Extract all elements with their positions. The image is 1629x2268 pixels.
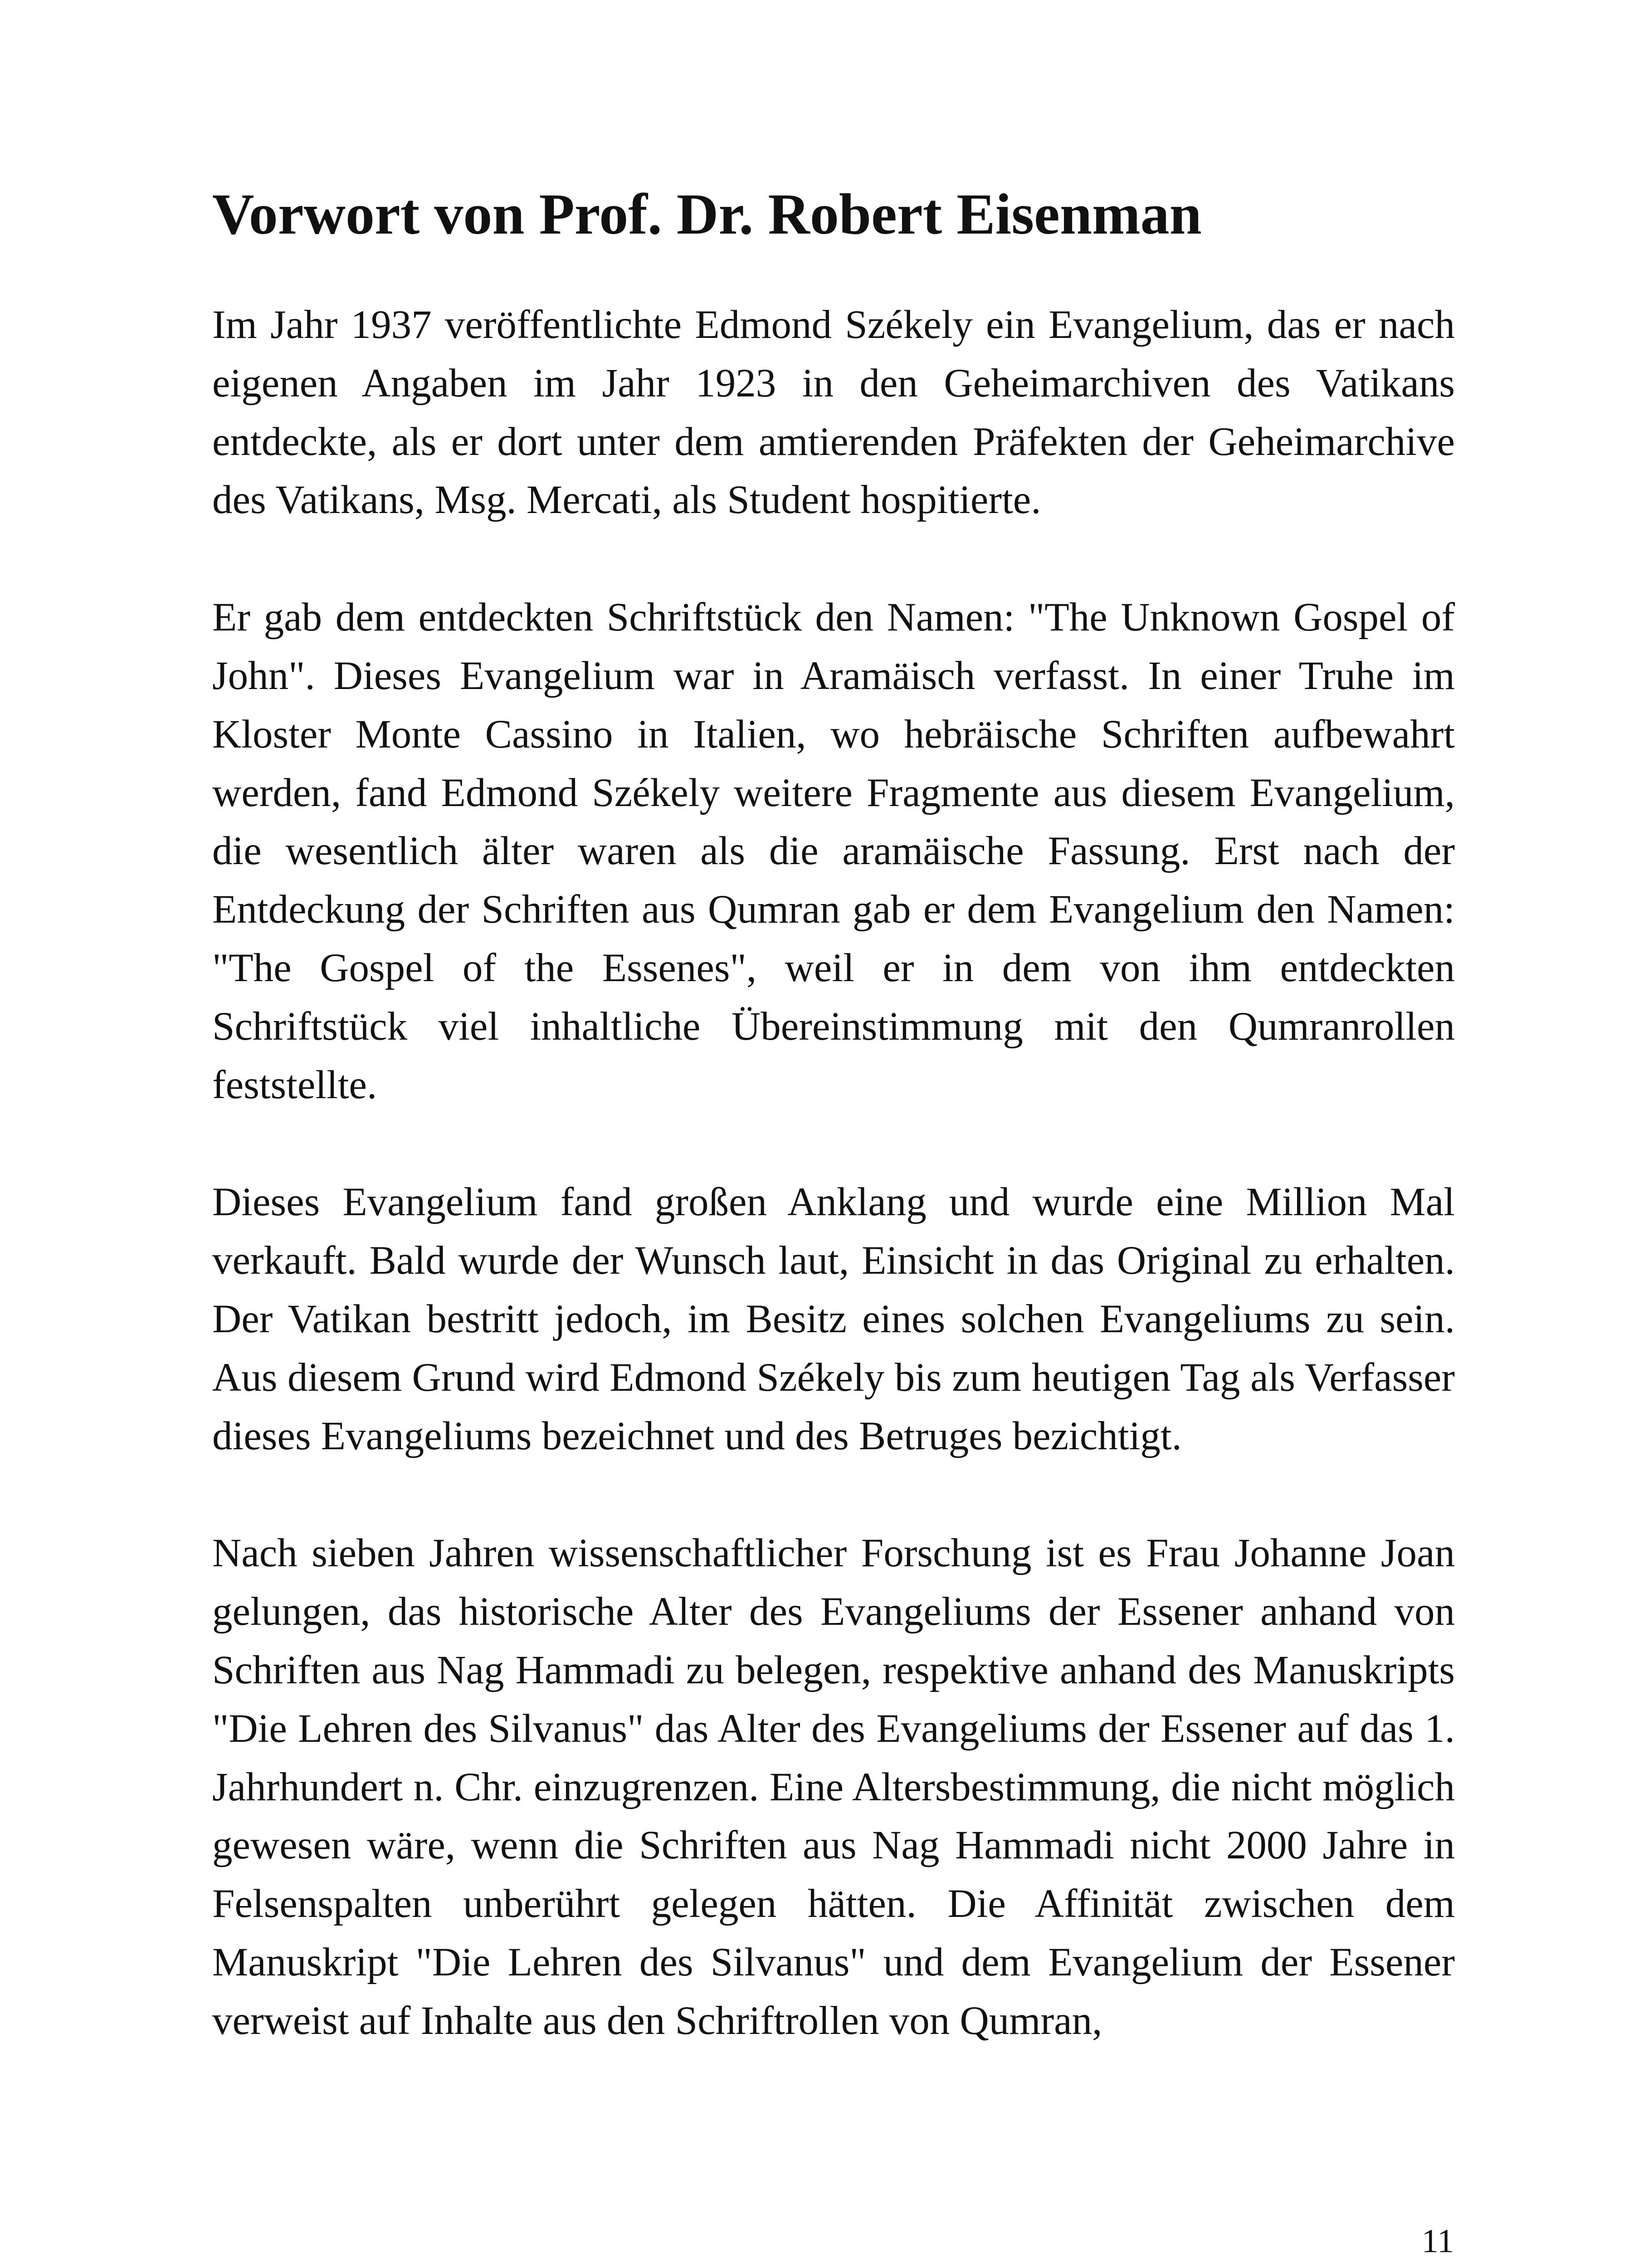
paragraph-4: Nach sieben Jahren wissenschaftlicher Forschung ist es Frau Johanne Joan gelungen, das historische Alter des Evangeliums der Essener anhand von Schriften aus Nag Hammadi zu belegen, respektive anhand des Manuskripts "Die Lehren des Silvanus" das Alter des Evangeliums der Essener auf das 1. Jahrhundert n. Chr. einzugrenzen. Eine Altersbestimmung, die nicht möglich gewesen wäre, wenn die Schriften aus Nag Hammadi nicht 2000 Jahre in Felsenspalten unberührt gelegen hätten. Die Affinität zwischen dem Manuskript "Die Lehren des Silvanus" und dem Evangelium der Essener verweist auf Inhalte aus den Schriftrollen von Qumran,: [212, 1531, 1455, 2043]
paragraph-2: Er gab dem entdeckten Schriftstück den Namen: "The Unknown Gospel of John". Dieses Evangelium war in Aramäisch verfasst. In einer Truhe im Kloster Monte Cassino in Italien, wo hebräische Schriften aufbewahrt werden, fand Edmond Székely weitere Fragmente aus diesem Evangelium, die wesentlich älter waren als die aramäische Fassung. Erst nach der Entdeckung der Schriften aus Qumran gab er dem Evangelium den Namen: "The Gospel of the Essenes", weil er in dem von ihm entdeckten Schriftstück viel inhaltliche Übereinstimmung mit den Qumranrollen feststellte.: [212, 595, 1455, 1107]
chapter-heading: Vorwort von Prof. Dr. Robert Eisenman: [212, 182, 1202, 246]
page-number: 11: [1421, 2223, 1454, 2260]
paragraph-3: Dieses Evangelium fand großen Anklang und wurde eine Million Mal verkauft. Bald wurde der Wunsch laut, Einsicht in das Original zu erhalten. Der Vatikan bestritt jedoch, im Besitz eines solchen Evangeliums zu sein. Aus diesem Grund wird Edmond Székely bis zum heutigen Tag als Verfasser dieses Evangeliums bezeichnet und des Betruges bezichtigt.: [212, 1180, 1455, 1458]
body-text: [212, 296, 1455, 2109]
paragraph-1: Im Jahr 1937 veröffentlichte Edmond Székely ein Evangelium, das er nach eigenen Angaben im Jahr 1923 in den Geheimarchiven des Vatikans entdeckte, als er dort unter dem amtierenden Präfekten der Geheimarchive des Vatikans, Msg. Mercati, als Student hospitierte.: [212, 303, 1455, 523]
